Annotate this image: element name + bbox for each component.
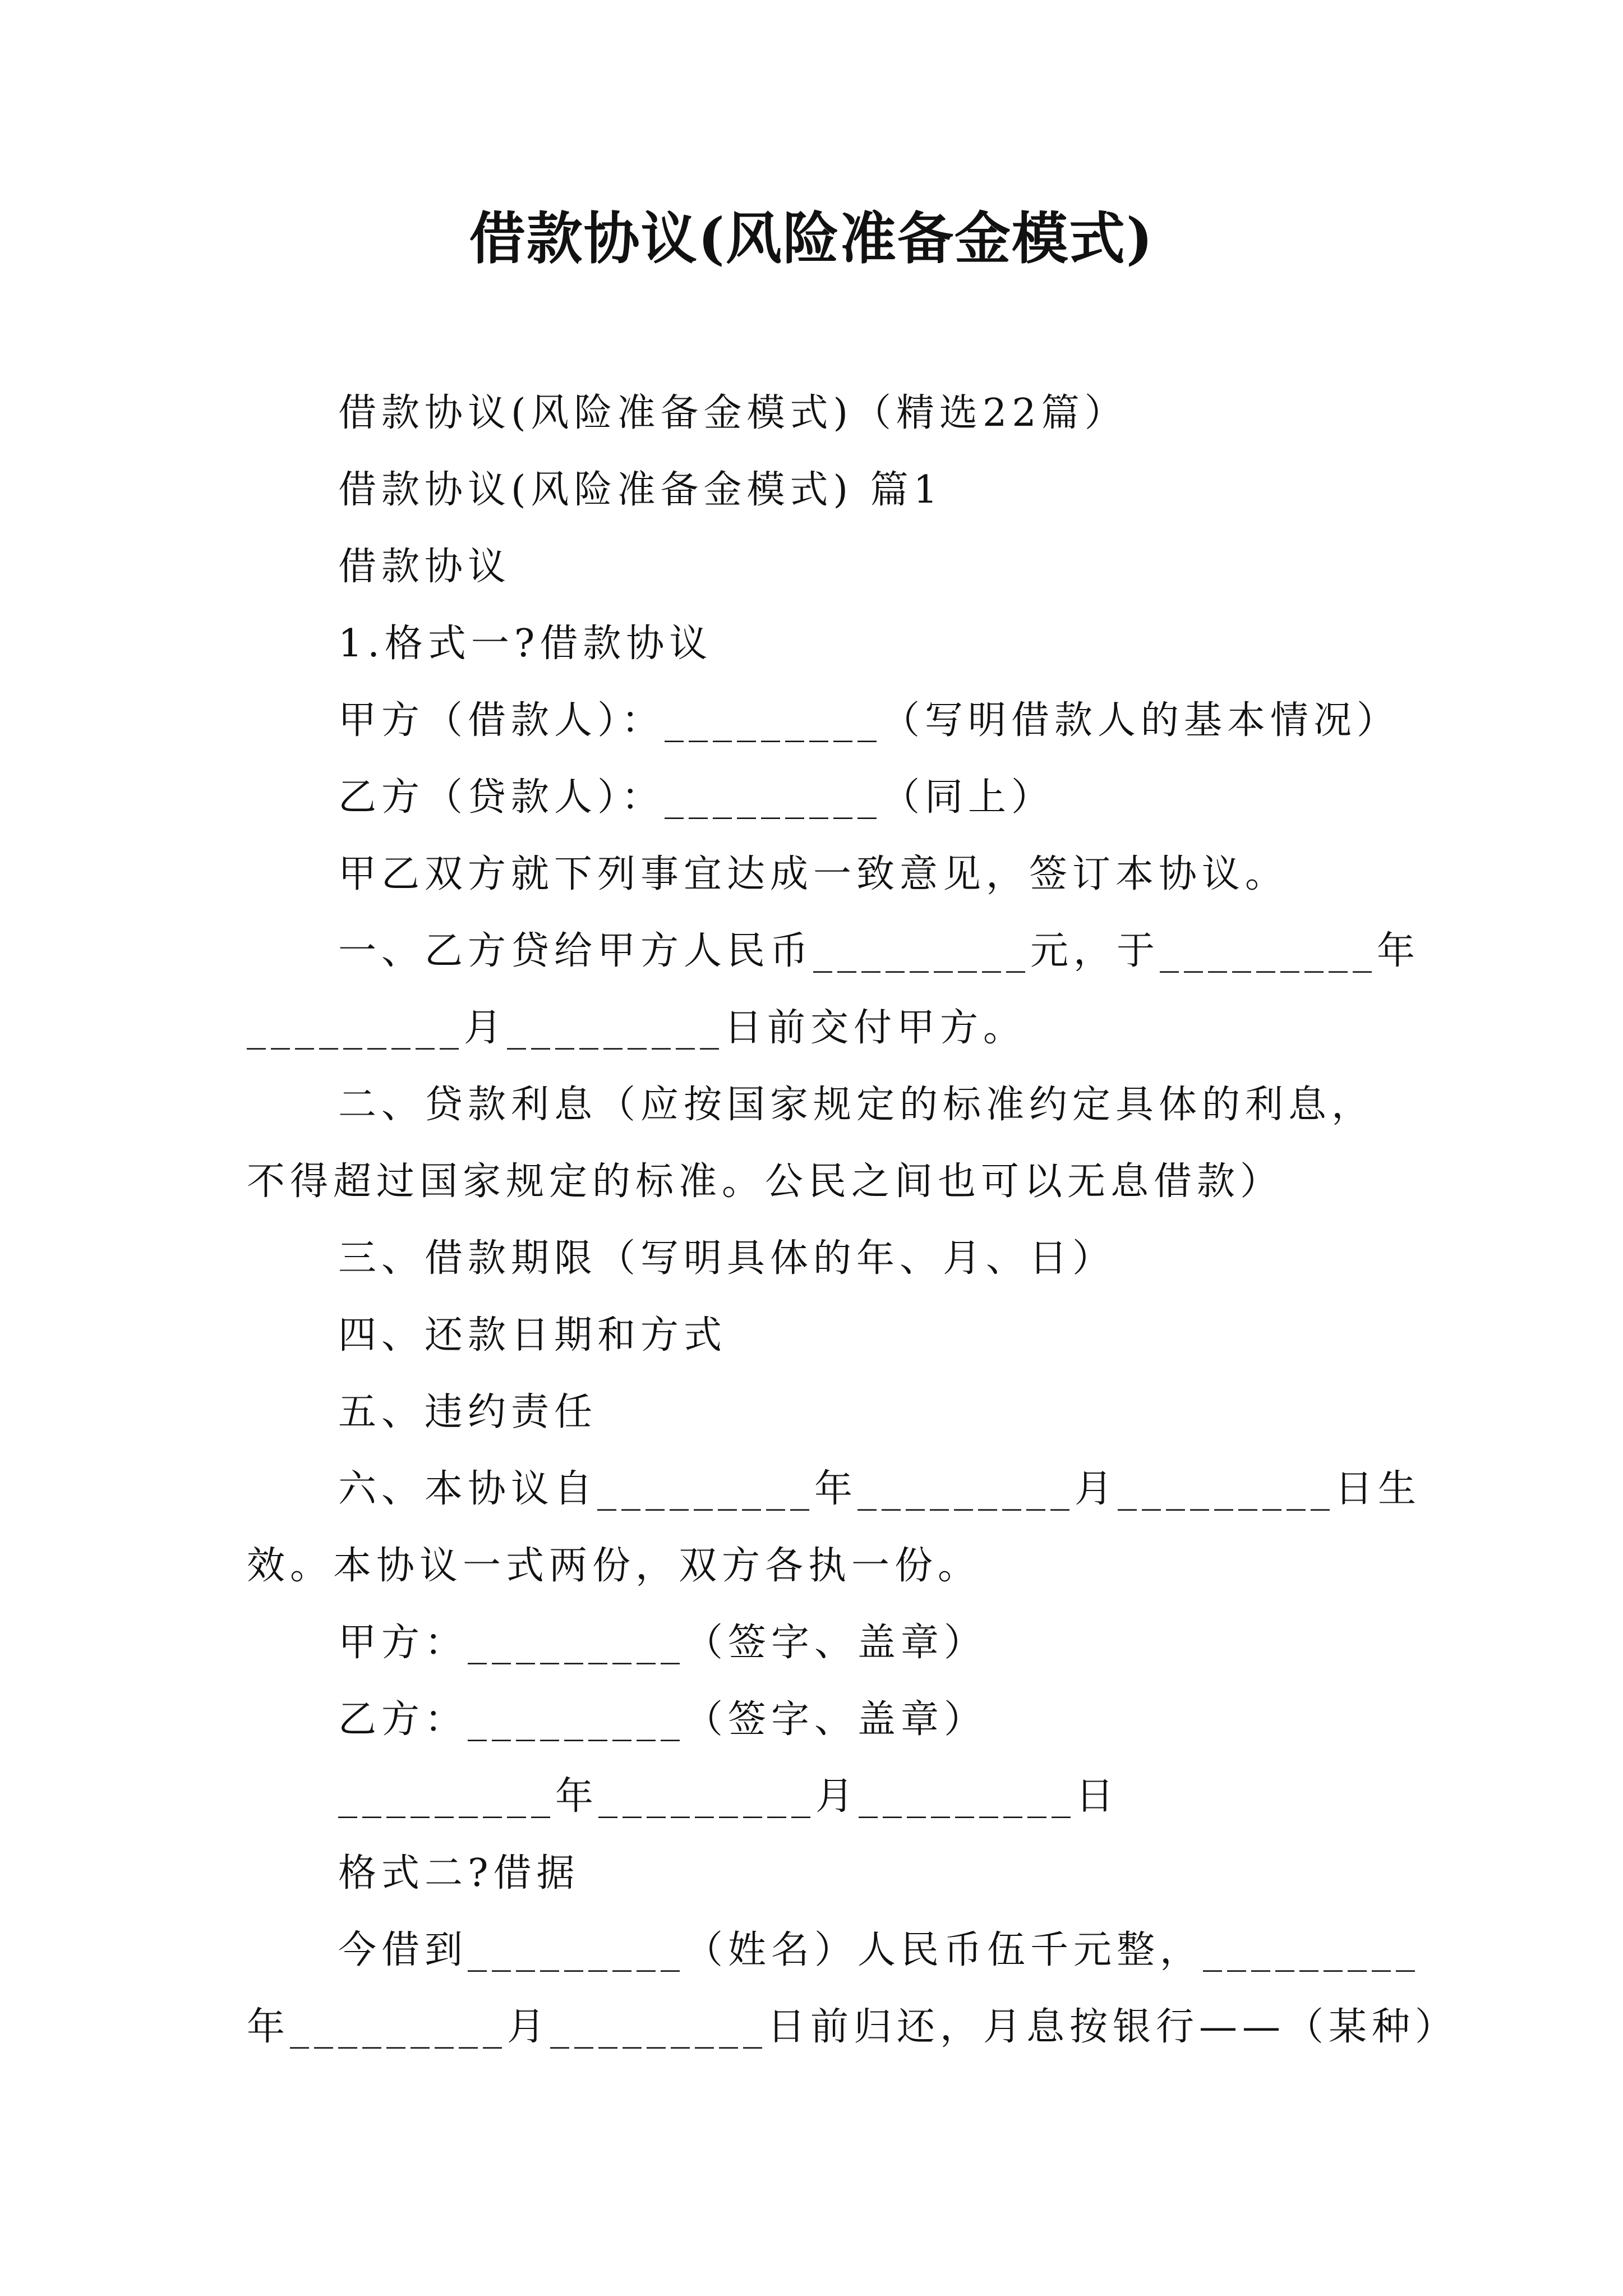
paragraph-line: 甲乙双方就下列事宜达成一致意见，签订本协议。 xyxy=(338,852,1289,896)
paragraph-line: 今借到_________（姓名）人民币伍千元整，_________ xyxy=(338,1928,1421,1972)
paragraph-line: 三、借款期限（写明具体的年、月、日） xyxy=(338,1236,1116,1281)
paragraph-line: 年_________月_________日前归还，月息按银行——（某种） xyxy=(247,2005,1459,2049)
paragraph-line: 格式二?借据 xyxy=(338,1851,580,1895)
paragraph-line: 借款协议(风险准备金模式)（精选22篇） xyxy=(338,391,1128,435)
paragraph-line: 四、还款日期和方式 xyxy=(338,1313,727,1358)
paragraph-line: 甲方（借款人）：_________（写明借款人的基本情况） xyxy=(338,698,1400,743)
document-title: 借款协议(风险准备金模式) xyxy=(469,205,1154,272)
paragraph-line: 二、贷款利息（应按国家规定的标准约定具体的利息， xyxy=(338,1083,1375,1127)
paragraph-line: 借款协议 xyxy=(338,545,511,589)
paragraph-line: _________月_________日前交付甲方。 xyxy=(247,1006,1027,1050)
paragraph-line: 效。本协议一式两份，双方各执一份。 xyxy=(247,1544,981,1588)
paragraph-line: 乙方（贷款人）：_________（同上） xyxy=(338,775,1055,820)
paragraph-line: 一、乙方贷给甲方人民币_________元，于_________年 xyxy=(338,929,1421,973)
paragraph-line: 借款协议(风险准备金模式) 篇1 xyxy=(338,468,943,512)
paragraph-line: 乙方：_________（签字、盖章） xyxy=(338,1697,988,1742)
paragraph-line: 不得超过国家规定的标准。公民之间也可以无息借款） xyxy=(247,1159,1284,1204)
paragraph-line: 六、本协议自_________年_________月_________日生 xyxy=(338,1467,1422,1511)
paragraph-line: 甲方：_________（签字、盖章） xyxy=(338,1621,988,1665)
paragraph-line: 五、违约责任 xyxy=(338,1390,598,1434)
document-body xyxy=(247,375,1459,2065)
paragraph-line: 1.格式一?借款协议 xyxy=(338,622,713,666)
paragraph-line: _________年_________月_________日 xyxy=(338,1774,1119,1819)
